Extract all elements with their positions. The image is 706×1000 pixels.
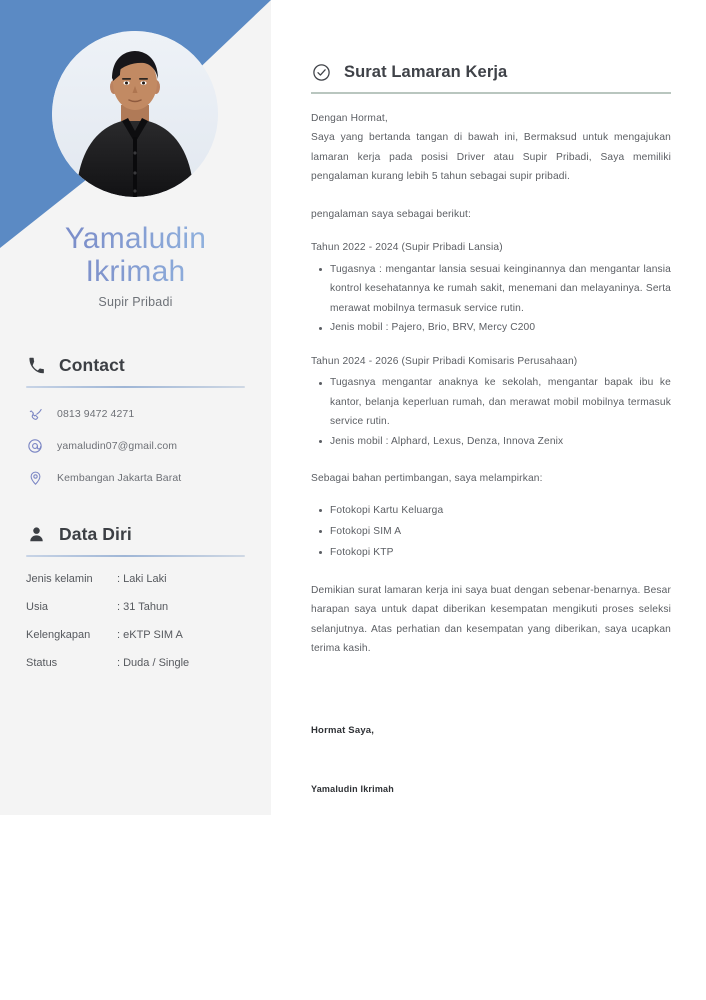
list-item: Fotokopi SIM A (330, 521, 671, 542)
contact-item-phone[interactable] (26, 405, 245, 423)
contact-item-email[interactable] (26, 437, 245, 455)
profile-role: Supir Pribadi (98, 295, 173, 309)
contact-divider (26, 386, 245, 388)
contact-section-title: Contact (59, 354, 125, 375)
contact-phone-value: 0813 9472 4271 (57, 408, 135, 420)
data-diri-row (26, 657, 245, 669)
data-diri-value: : 31 Tahun (117, 601, 169, 613)
contact-item-address[interactable] (26, 469, 245, 487)
data-diri-label: Jenis kelamin (26, 573, 93, 585)
data-diri-label: Usia (26, 601, 49, 613)
letter-content (311, 0, 671, 794)
intro-paragraph: Saya yang bertanda tangan di bawah ini, Bermaksud untuk mengajukan lamaran kerja pada posisi Driver atau Supir Pribadi, Saya memiliki pengalaman kurang lebih 5 tahun sebagai supir pribadi. (311, 132, 671, 182)
closing-paragraph: Demikian surat lamaran kerja ini saya buat dengan sebenar-benarnya. Besar harapan saya untuk dapat diberikan kesempatan mengikuti proses seleksi selanjutnya. Atas perhatian dan kesempatan yang diberikan, saya ucapkan terima kasih. (311, 584, 671, 654)
data-diri-row (26, 629, 245, 641)
person-icon (26, 524, 46, 544)
contact-list (26, 405, 245, 487)
list-item: Fotokopi KTP (330, 542, 671, 563)
data-diri-value: : Duda / Single (117, 657, 190, 669)
name-first: Yamaludin (0, 222, 271, 255)
letter-title-divider (311, 92, 671, 94)
phone-icon (26, 355, 46, 375)
check-circle-icon (311, 62, 331, 82)
list-item: Tugasnya : mengantar lansia sesuai keinginannya dan mengantar lansia kontrol kesehatannya ke rumah sakit, menemani dan melayaninya. Serta merawat mobilnya termasuk service rutin. (330, 260, 671, 319)
experience-lead: pengalaman saya sebagai berikut: (311, 208, 471, 220)
profile-photo (52, 31, 218, 197)
salutation: Dengan Hormat, (311, 112, 388, 124)
data-diri-label: Status (26, 657, 58, 669)
sidebar (0, 0, 271, 815)
data-diri-value: : eKTP SIM A (117, 629, 183, 641)
data-diri-section (26, 521, 245, 669)
list-item: Jenis mobil : Pajero, Brio, BRV, Mercy C200 (330, 318, 671, 338)
profile-name-block (0, 222, 271, 309)
list-item: Jenis mobil : Alphard, Lexus, Denza, Innova Zenix (330, 432, 671, 452)
data-diri-section-title: Data Diri (59, 523, 132, 544)
signature-name: Yamaludin Ikrimah (311, 783, 394, 794)
letter-header (311, 62, 671, 82)
data-diri-row (26, 573, 245, 585)
list-item: Fotokopi Kartu Keluarga (330, 500, 671, 521)
list-item: Tugasnya mengantar anaknya ke sekolah, mengantar bapak ibu ke kantor, belanja keperluan rumah, dan merawat mobil mobilnya termasuk service rutin. (330, 373, 671, 432)
contact-email-value: yamaludin07@gmail.com (57, 440, 178, 452)
attachments-lead: Sebagai bahan pertimbangan, saya melampirkan: (311, 473, 543, 484)
avatar (52, 31, 218, 197)
contact-address-value: Kembangan Jakarta Barat (57, 472, 182, 484)
data-diri-label: Kelengkapan (26, 629, 91, 641)
location-pin-icon (26, 469, 44, 487)
name-last: Ikrimah (0, 255, 271, 288)
experience-period-title: Tahun 2024 - 2026 (Supir Pribadi Komisaris Perusahaan) (311, 355, 578, 367)
phone-outline-icon (26, 405, 44, 423)
data-diri-section-header (26, 521, 245, 547)
experience-bullets (311, 260, 671, 338)
experience-bullets (311, 373, 671, 451)
contact-section-header (26, 352, 245, 378)
experience-period-title: Tahun 2022 - 2024 (Supir Pribadi Lansia) (311, 242, 503, 253)
signature-regards: Hormat Saya, (311, 724, 375, 736)
email-at-icon (26, 437, 44, 455)
attachments-list (311, 500, 671, 563)
contact-section (26, 352, 245, 487)
data-diri-value: : Laki Laki (117, 573, 167, 585)
page-title: Surat Lamaran Kerja (344, 62, 508, 81)
data-diri-list (26, 573, 245, 669)
data-diri-divider (26, 555, 245, 557)
data-diri-row (26, 601, 245, 613)
